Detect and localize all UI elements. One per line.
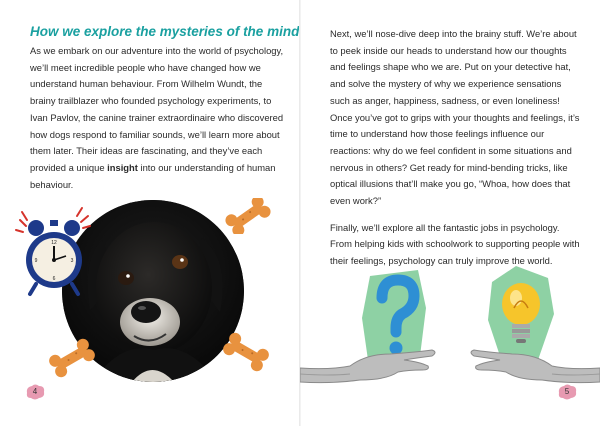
left-body-text [30, 43, 288, 193]
right-page [300, 0, 600, 426]
dog-bone-icon [220, 332, 272, 377]
dog-bone-icon [222, 198, 274, 239]
right-body-text [330, 26, 580, 270]
paragraph-two: Finally, we’ll explore all the fantastic jobs in psychology. From helping kids with schoolwork to supporting people with their feelings, psychology can truly improve the world. [330, 221, 580, 267]
alarm-clock-icon [14, 200, 94, 300]
intro-text-end: into our understanding of human behaviour. [30, 161, 276, 190]
svg-text:12: 12 [51, 240, 57, 246]
svg-text:9: 9 [34, 258, 38, 264]
page-number: 5 [564, 387, 570, 396]
paragraph-one: Next, we’ll nose-dive deep into the brainy stuff. We’re about to peek inside our heads to understand how our thoughts and feelings shape who we are. Put on your detective hat, and solve the mystery of why we experience sensations such as anger, happiness, sadness, or even loneliness! Once you’ve got to grips with your thoughts and feelings, it’s time to understand how those feelings influence our reactions: why do we feel confident in some situations and nervous in others? Get ready for mind-bending tricks, like optical illusions that’ll make you go, “Whoa, how does that even work?” [330, 28, 580, 207]
page-number-marker [556, 383, 578, 401]
svg-text:3: 3 [70, 258, 74, 264]
page-number-marker [24, 383, 46, 401]
intro-bold-word: insight [107, 161, 138, 173]
page-heading: How we explore the mysteries of the mind [30, 24, 300, 39]
intro-paragraph [30, 43, 288, 193]
dog-bone-icon [46, 338, 98, 383]
svg-text:6: 6 [52, 276, 56, 282]
open-hand-icon [300, 340, 440, 393]
intro-text-start: As we embark on our adventure into the world of psychology, we’ll meet incredible people who have changed how we understand human behaviour. From Wilhelm Wundt, the brainy trailblazer who founded psychology experiments, to Ivan Pavlov, the canine trainer extraordinaire who discovered how dogs respond to familiar sounds, we’ll learn more about them later. Their ideas are fascinating, and they’ve each provided a unique [30, 45, 284, 173]
open-hand-icon [470, 340, 600, 393]
page-number: 4 [32, 387, 38, 396]
